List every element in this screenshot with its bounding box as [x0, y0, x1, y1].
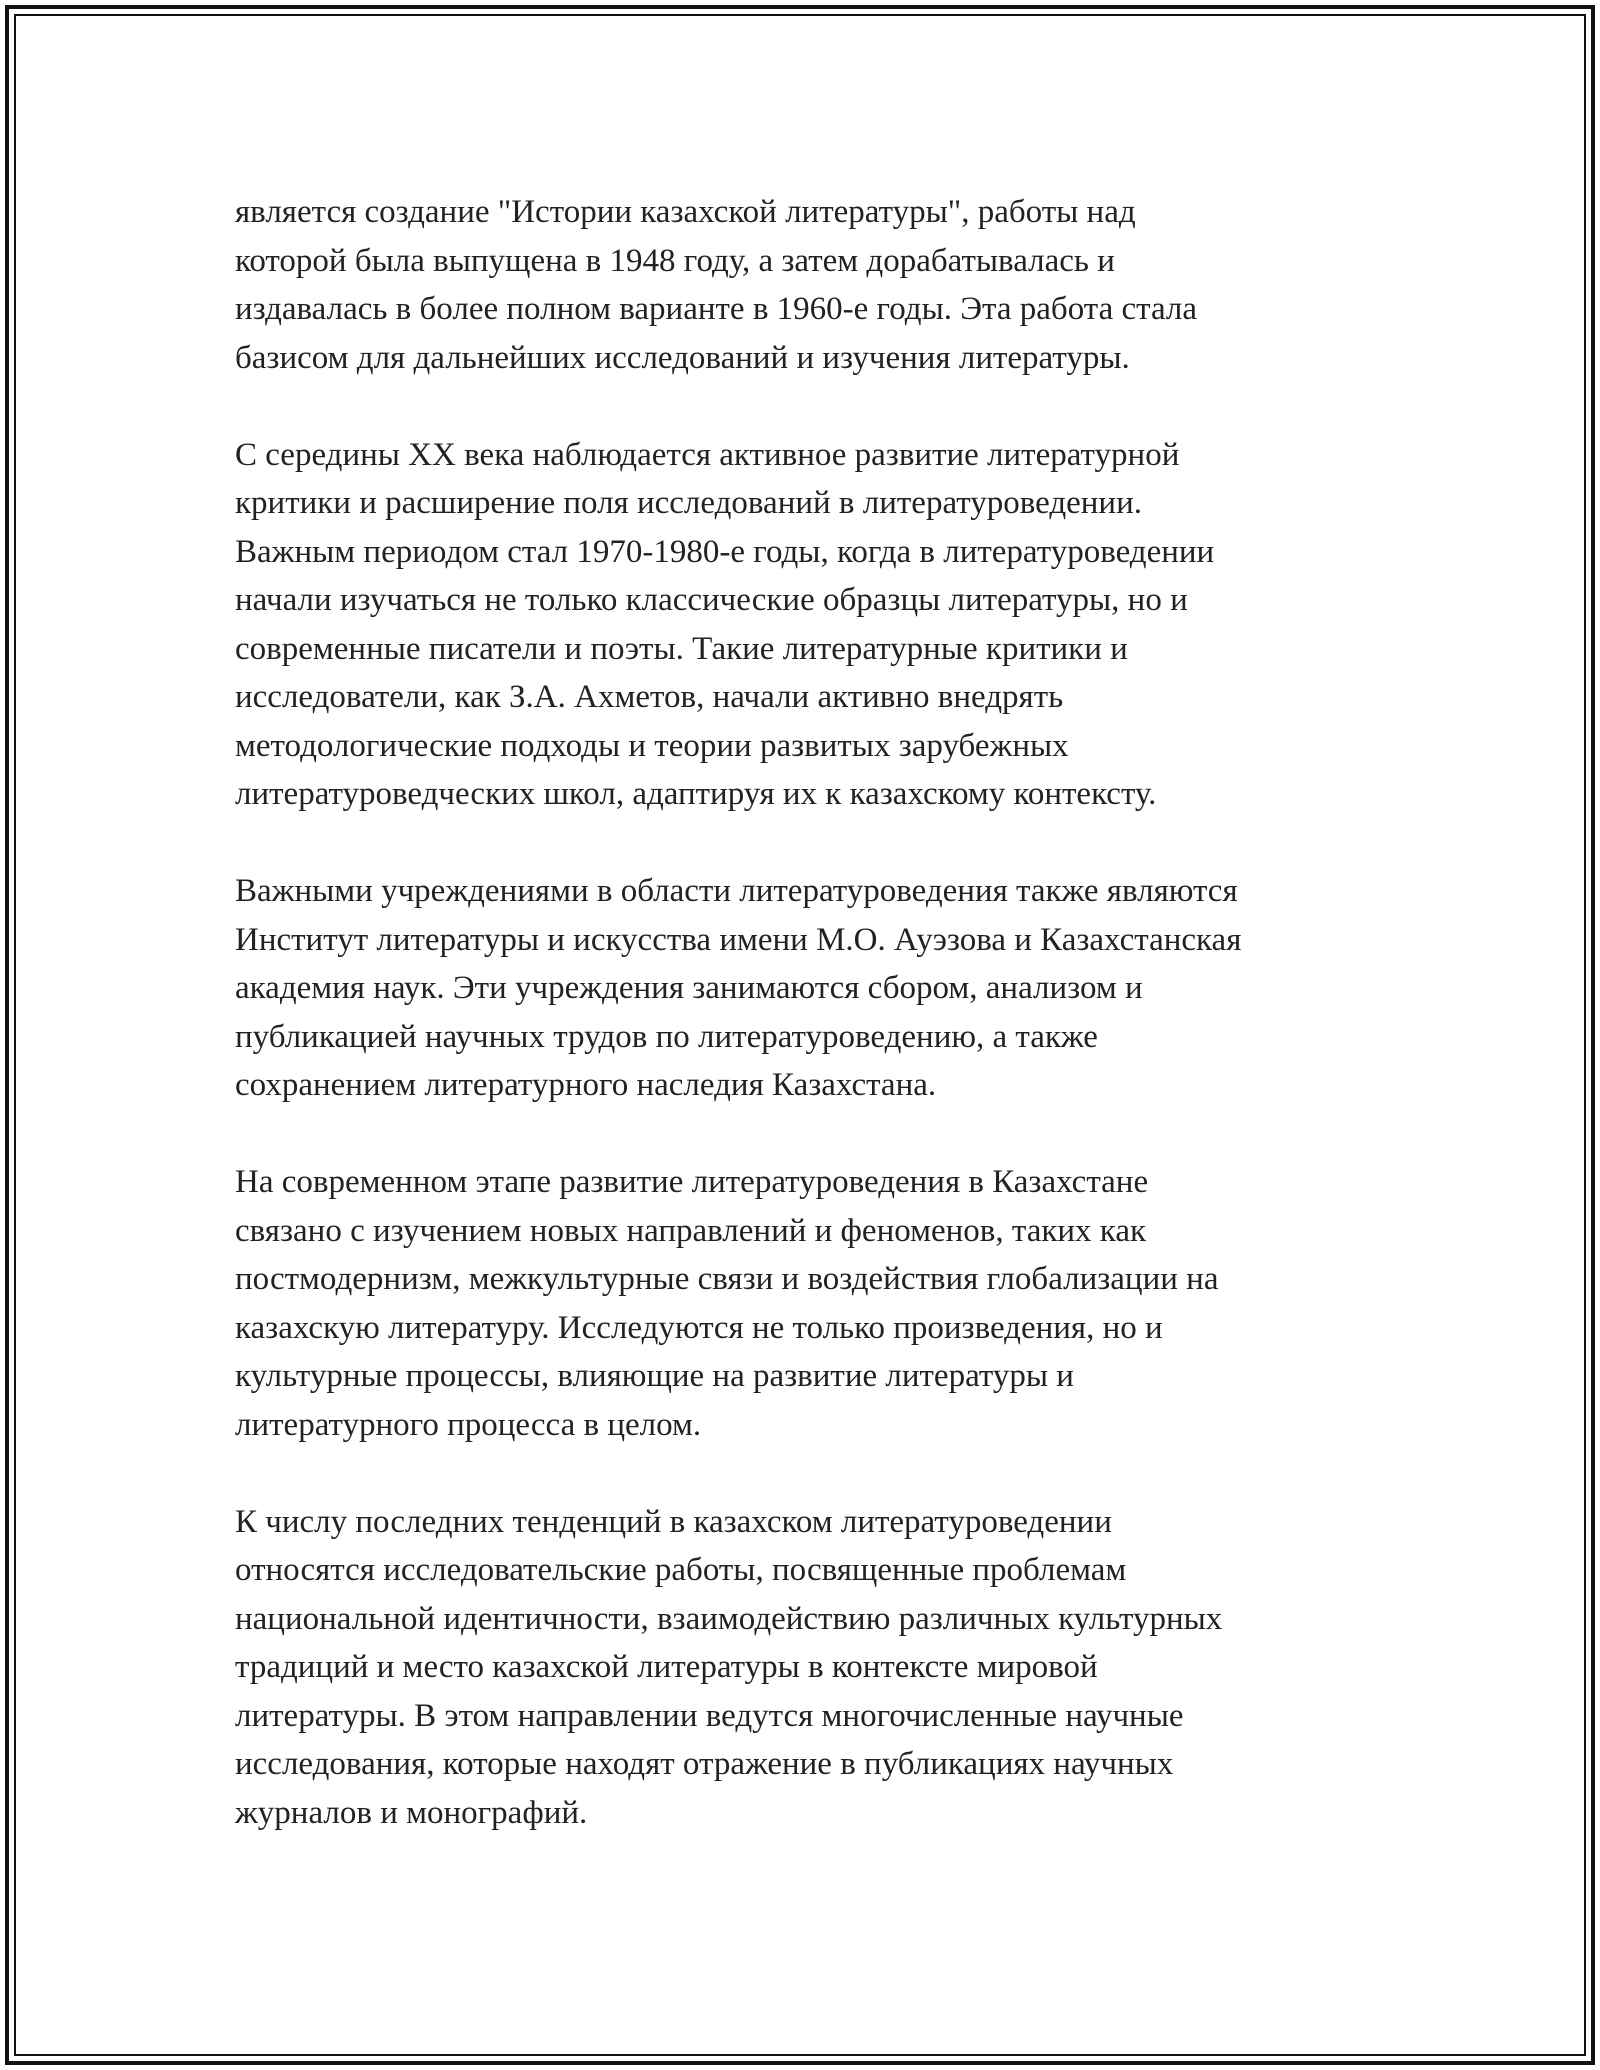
- document-body: [235, 188, 1435, 1886]
- text-line: методологические подходы и теории развитых зарубежных: [235, 727, 1069, 764]
- paragraph-2: [235, 431, 1435, 819]
- paragraph-3: [235, 867, 1435, 1110]
- text-line: Важными учреждениями в области литературоведения также являются: [235, 873, 1238, 909]
- text-line: литературного процесса в целом.: [235, 1406, 702, 1443]
- text-line: публикацией научных трудов по литературоведению, а также: [235, 1018, 1098, 1055]
- text-line: издавалась в более полном варианте в 1960-е годы. Эта работа стала: [235, 291, 1198, 327]
- text-line: критики и расширение поля исследований в литературоведении.: [235, 485, 1143, 521]
- text-line: является создание "Истории казахской литературы", работы над: [235, 194, 1136, 230]
- text-line: которой была выпущена в 1948 году, а затем дорабатывалась и: [235, 242, 1115, 279]
- text-line: журналов и монографий.: [235, 1794, 588, 1831]
- text-line: На современном этапе развитие литературоведения в Казахстане: [235, 1164, 1149, 1200]
- text-line: национальной идентичности, взаимодействию различных культурных: [235, 1600, 1223, 1637]
- text-line: современные писатели и поэты. Такие литературные критики и: [235, 630, 1128, 667]
- text-line: Институт литературы и искусства имени М.О. Ауэзова и Казахстанская: [235, 921, 1242, 958]
- text-line: начали изучаться не только классические образцы литературы, но и: [235, 582, 1188, 618]
- text-line: связано с изучением новых направлений и феноменов, таких как: [235, 1212, 1147, 1249]
- paragraph-4: [235, 1158, 1435, 1449]
- text-line: академия наук. Эти учреждения занимаются сбором, анализом и: [235, 970, 1143, 1006]
- text-line: исследователи, как З.А. Ахметов, начали активно внедрять: [235, 679, 1064, 715]
- text-line: исследования, которые находят отражение в публикациях научных: [235, 1746, 1174, 1782]
- text-line: С середины XX века наблюдается активное развитие литературной: [235, 436, 1180, 473]
- text-line: литературы. В этом направлении ведутся многочисленные научные: [235, 1697, 1184, 1734]
- text-line: постмодернизм, межкультурные связи и воздействия глобализации на: [235, 1261, 1219, 1297]
- text-line: К числу последних тенденций в казахском литературоведении: [235, 1503, 1112, 1540]
- paragraph-5: [235, 1498, 1435, 1838]
- text-line: базисом для дальнейших исследований и изучения литературы.: [235, 339, 1130, 376]
- text-line: Важным периодом стал 1970-1980-е годы, когда в литературоведении: [235, 533, 1215, 570]
- text-line: сохранением литературного наследия Казахстана.: [235, 1067, 937, 1103]
- text-line: казахскую литературу. Исследуются не только произведения, но и: [235, 1309, 1163, 1346]
- text-line: культурные процессы, влияющие на развитие литературы и: [235, 1358, 1074, 1394]
- text-line: литературоведческих школ, адаптируя их к казахскому контексту.: [235, 776, 1157, 812]
- text-line: относятся исследовательские работы, посвященные проблемам: [235, 1552, 1127, 1588]
- paragraph-1: [235, 188, 1435, 382]
- text-line: традиций и место казахской литературы в контексте мировой: [235, 1649, 1098, 1685]
